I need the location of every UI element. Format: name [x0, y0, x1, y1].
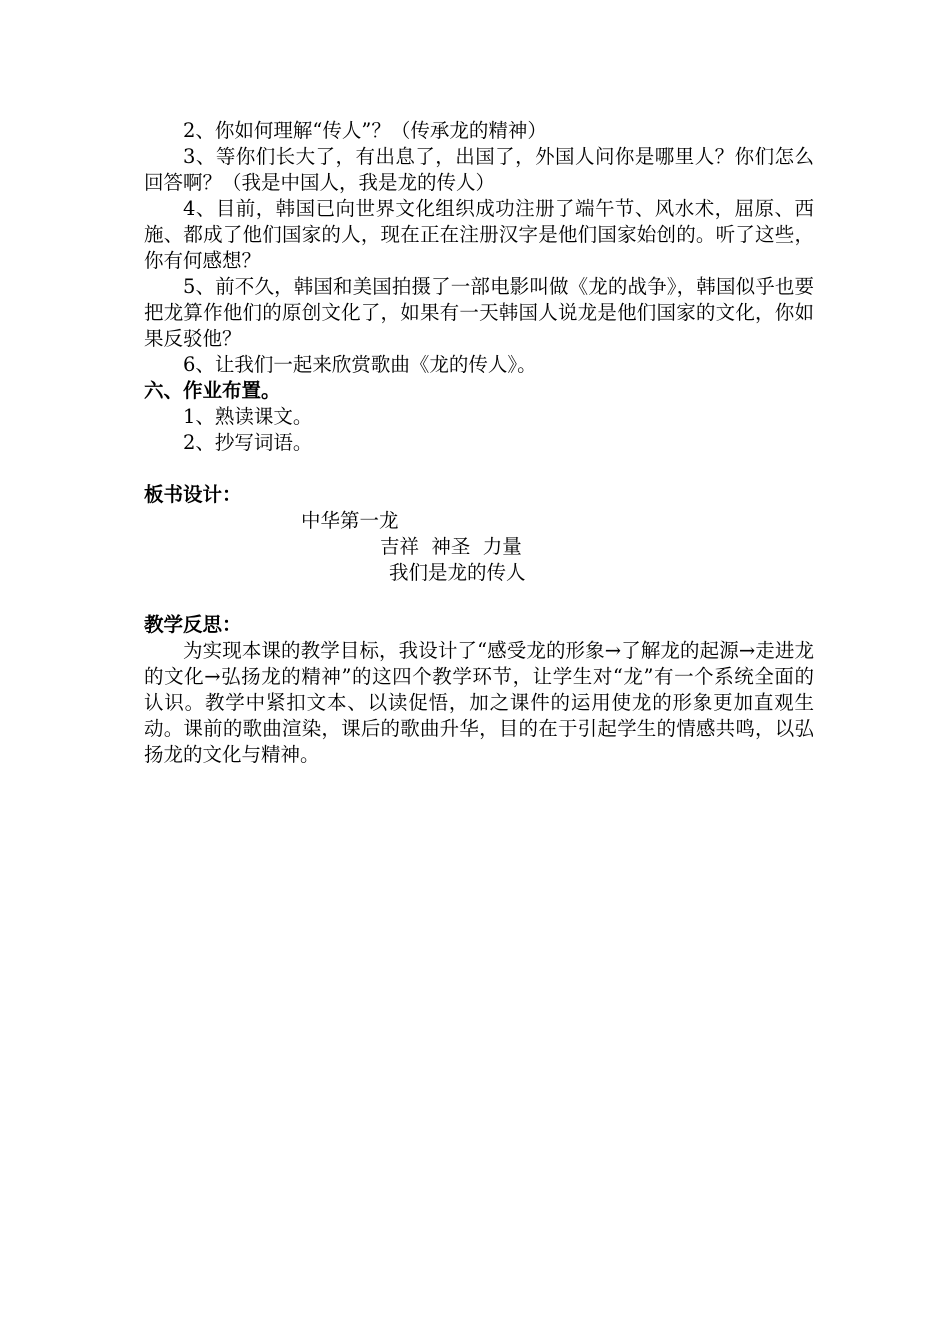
reflection-heading: 教学反思： — [144, 613, 242, 636]
discussion-item-6: 6、让我们一起来欣赏歌曲《龙的传人》。 — [183, 353, 537, 376]
spacer — [144, 456, 814, 482]
homework-heading: 六、作业布置。 — [144, 379, 281, 402]
discussion-item-2: 2、你如何理解“传人”？（传承龙的精神） — [183, 119, 547, 142]
spacer — [144, 586, 814, 612]
document-page — [144, 118, 814, 768]
reflection-paragraph: 为实现本课的教学目标，我设计了“感受龙的形象→了解龙的起源→走进龙的文化→弘扬龙的精神”的这四个教学环节，让学生对“龙”有一个系统全面的认识。教学中紧扣文本、以读促悟，加之课件的运用使龙的形象更加直观生动。课前的歌曲渲染，课后的歌曲升华，目的在于引起学生的情感共鸣，以弘扬龙的文化与精神。 — [144, 639, 814, 766]
board-line-motto: 我们是龙的传人 — [389, 561, 526, 584]
homework-item-1: 1、熟读课文。 — [183, 405, 313, 428]
discussion-item-3: 3、等你们长大了，有出息了，出国了，外国人问你是哪里人？你们怎么回答啊？（我是中国人，我是龙的传人） — [144, 145, 814, 194]
board-design-heading: 板书设计： — [144, 483, 242, 506]
discussion-item-4: 4、目前，韩国已向世界文化组织成功注册了端午节、风水术，屈原、西施、都成了他们国家的人，现在正在注册汉字是他们国家始创的。听了这些，你有何感想？ — [144, 197, 814, 272]
discussion-item-5: 5、前不久，韩国和美国拍摄了一部电影叫做《龙的战争》，韩国似乎也要把龙算作他们的原创文化了，如果有一天韩国人说龙是他们国家的文化，你如果反驳他？ — [144, 275, 814, 350]
homework-item-2: 2、抄写词语。 — [183, 431, 313, 454]
board-line-keywords: 吉祥 神圣 力量 — [380, 535, 522, 558]
board-line-title: 中华第一龙 — [301, 509, 399, 532]
